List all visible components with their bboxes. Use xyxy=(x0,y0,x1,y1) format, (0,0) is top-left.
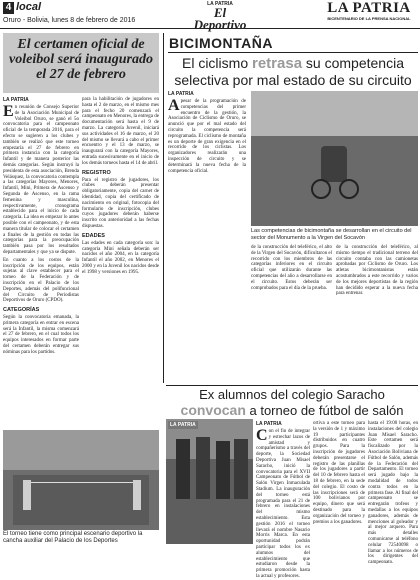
volleyball-story xyxy=(3,33,159,93)
volleyball-column-2 xyxy=(82,97,159,427)
cycling-kicker-rule xyxy=(168,52,418,53)
saracho-column-2 xyxy=(313,421,365,544)
volleyball-subhead-categorias: CATEGORÍAS xyxy=(3,307,40,314)
cycling-photo-caption: Las competencias de bicimontaña se desarrollan en el circuito del sector del Monumento a la Virgen del Socavón xyxy=(251,228,412,241)
saracho-column-1 xyxy=(256,421,310,579)
saracho-byline: LA PATRIA xyxy=(256,421,282,427)
cycling-headline-post: su competencia selectiva por mal estado de su circuito xyxy=(174,55,412,88)
section-label: local xyxy=(16,1,42,13)
bottom-story-rule xyxy=(166,385,418,386)
saracho-text-2: ortiva a este torneo para la versión de 1 y máximo 19 participantes distribuidos en cuatro grupos. Para la inscripción de jugadores deberán presentarse el registro de las planillas de los jugadores a partir del 10 de febrero hasta el 18 de febrero, en la sede del colegio. El costo de las inscripciones será de 100 bolivianos por equipo, dinero que será destinado para la organización del torneo y premios a los ganadores. xyxy=(313,421,365,525)
section-number: 4 xyxy=(3,2,14,14)
saracho-photo xyxy=(166,419,253,544)
page-header xyxy=(0,0,420,32)
cycling-headline-pre: El ciclismo xyxy=(181,55,252,71)
volleyball-text-1c: Según la convocatoria emanada, la primera categoría en entrar en escena será la Infantil, la misma comenzará el 27 de febrero, en el cual todos los equipos interesados en formar parte del certamen deberán entregar sus nóminas para los partidos. xyxy=(3,315,79,355)
volleyball-byline: LA PATRIA xyxy=(3,97,29,103)
volleyball-column-1 xyxy=(3,97,79,427)
saracho-text-3: hasta el 19:00 horas, en instalaciones del colegio Juan Misael Saracho. Este certamen será fiscalizado por la Asociación Boliviana de Fútbol de Salón, además de la Federación del Departamento. El torneo será jugado bajo la modalidad de todos contra todos en la primera fase. Al final del campeonato se entregarán trofeos y medallas a los equipos ganadores, además de menciones al goleador y al mejor arquero. Para más detalles comunicarse al teléfono celular 72540098 o llamar a los números de los dirigentes del campeonato. xyxy=(368,421,418,566)
cycling-text-2: de la construcción del teleférico, el alto de la Virgen del Socavón, dificultaron el recorrido con los miembros de las categorías inferiores en el circuito oficial que utilizarán durante las competencias del año a desarrollarse en el circuito. Estos deberán ser comprobados para el día de la prueba. xyxy=(251,245,332,291)
column-divider xyxy=(163,33,164,383)
volleyball-headline-box xyxy=(3,33,159,93)
dateline: Oruro - Bolivia, lunes 8 de febrero de 2016 xyxy=(3,17,136,24)
saracho-headline xyxy=(166,387,418,418)
cycling-photo xyxy=(251,91,418,226)
cycling-headline xyxy=(168,55,418,88)
volleyball-text-1b: En cuanto a los costos de la inscripción de los equipos, están sujetas al clave establecer para el torneo de la Federación y de inscripción en el Palacio de los Deportes, además del polifuncional del Circuito de Periodistas Deportivos de Oruro (CPDO). xyxy=(3,257,79,304)
volleyball-subhead-registro: REGISTRO xyxy=(82,169,111,176)
saracho-dropcap: C xyxy=(256,427,268,444)
saracho-column-3 xyxy=(368,421,418,566)
volleyball-dropcap: E xyxy=(3,103,14,120)
masthead-subtitle: BICENTENARIO DE LA PRENSA NACIONAL xyxy=(327,16,411,21)
cycling-headline-highlight: retrasa xyxy=(252,55,303,72)
volleyball-headline: El certamen oficial de voleibol será inaugurado el 27 de febrero xyxy=(9,37,153,82)
volleyball-text-2: para la habilitación de jugadores en hasta el 2 de marzo, en el mismo mes para el fecho 20 comenzará el campeonato en Menores, la entrega de documentación será hasta el 9 de marzo. La categoría Juvenil, iniciará sus actividades el 16 de marzo, el 20 del mismo se llevará a cabo el primer encuentro y el 13 de marzo, se inaugurará con la categoría Mayores, entrada sucesivamente en el inicio de los demás torneos hasta el 14 de abril. xyxy=(82,97,159,166)
sports-supplement-logo xyxy=(190,1,250,31)
cycling-byline: LA PATRIA xyxy=(168,91,194,97)
saracho-headline-highlight: convocan xyxy=(180,402,246,418)
saracho-headline-line2: a torneo de fútbol de salón xyxy=(245,403,404,418)
sports-logo-name: El Deportivo xyxy=(193,5,247,32)
saracho-photo-tag: LA PATRIA xyxy=(170,422,196,428)
cycling-column-2 xyxy=(251,245,332,380)
volleyball-text-2b: Para el registro de jugadores, los clubes deberán presentar obligatoriamente, copia del carnet de identidad, copia del certificado de nacimiento en original, fotocopia del formulario de inscripción, clubes cuyos jugadores deberán haberse inscrito con anterioridad a las fechas dispuestas. xyxy=(82,177,159,229)
volleyball-subhead-edades: EDADES xyxy=(82,232,105,239)
cycling-column-3 xyxy=(336,245,418,380)
volleyball-text-2c: Las edades en cada categoría son: la categoría Mini señala deberán ser nacidos el año 2004, en la categoría Infantil el año 2002, en Menores el 2000 y en la Juvenil los nacidos desde el 1998 y versiones en 1995. xyxy=(82,240,159,275)
cycling-dropcap: A xyxy=(168,97,180,114)
volleyball-photo xyxy=(3,430,159,530)
volleyball-photo-caption: El torneo tiene como principal escenario deportivo la cancha auxiliar del Palacio de los Deportes xyxy=(3,531,143,544)
saracho-text-1: on el fin de integrar y estrechar lazos de amistad y compañerismo a través del deporte, la Sociedad Deportiva Juan Misael Saracho, inició la convocatoria para el XVII Campeonato de Fútbol de Salón Virgen Inmaculada Stadium. La inauguración del torneo está programada para el 21 de febrero en instalaciones del mismo establecimiento. Esta gestión 2016 el torneo llevará el nombre Nasario Morris Marca. En esta oportunidad podrán participar todos los ex alumnos del establecimiento que estudiaron desde la primera promoción hasta la actual y profesores. xyxy=(256,429,310,579)
saracho-headline-line1: Ex alumnos del colegio Saracho xyxy=(199,387,385,402)
cycling-kicker: BICIMONTAÑA xyxy=(169,35,274,51)
masthead-title: LA PATRIA xyxy=(327,0,411,16)
sports-logo-top: LA PATRIA xyxy=(207,1,233,7)
cycling-column-1 xyxy=(168,91,246,381)
volleyball-text-1: n reunión de Consejo Superior de la Asociación Municipal de Voleibol Oruro, se ganó el 5o convocatoria para el campeonato oficial de la temporada 2016, para el efecto se sugieren a los clubes y también se realizó que este torneo empezaría el 27 de febrero en primera instancia con la categoría Infantil y de manera posterior las demás categorías. Según instruyó la presidenta de esta asociación, Brenda Velásquez, la convocatoria contempla a las categorías Mayores, Menores, Infantil, Mini, Primera de Ascenso y Segunda de Ascenso, en la rama femenina y masculina, respectivamente, cronograma establecido para el inicio de cada categoría. La idea es empezar lo antes posible con el campeonato, y de esta manera titular de colocar el certamen a finales de la gestión en todas las categorías para la preocupación también pasa por los resultados departamentales y que ya se dispute. xyxy=(3,105,79,255)
cycling-text-1: pesar de la programación de competencias del primer encuentro de la gestión, la Asociación de Ciclismo de Oruro, se anunció que por el mal estado del circuito la competencia será reprogramada. El ciclismo de montaña es un deporte de gran exigencia en el recorrido de los ciclistas. Los organizadores realizarán una inspección de circuito y se determinará la nueva fecha de la competencia oficial. xyxy=(168,99,246,174)
masthead xyxy=(321,1,417,21)
cycling-text-3: de la construcción del teleférico, al mismo tiempo el tradicional terreno del circuito contaba con las camionetas aprobadas por Ciclismo de Oruro. Los atletas bicimontanistas están acostumbrados a este recorrido y varios de los mejores deportistas de la región han decidido esperar a la nueva fecha para entrenar. xyxy=(336,245,418,297)
